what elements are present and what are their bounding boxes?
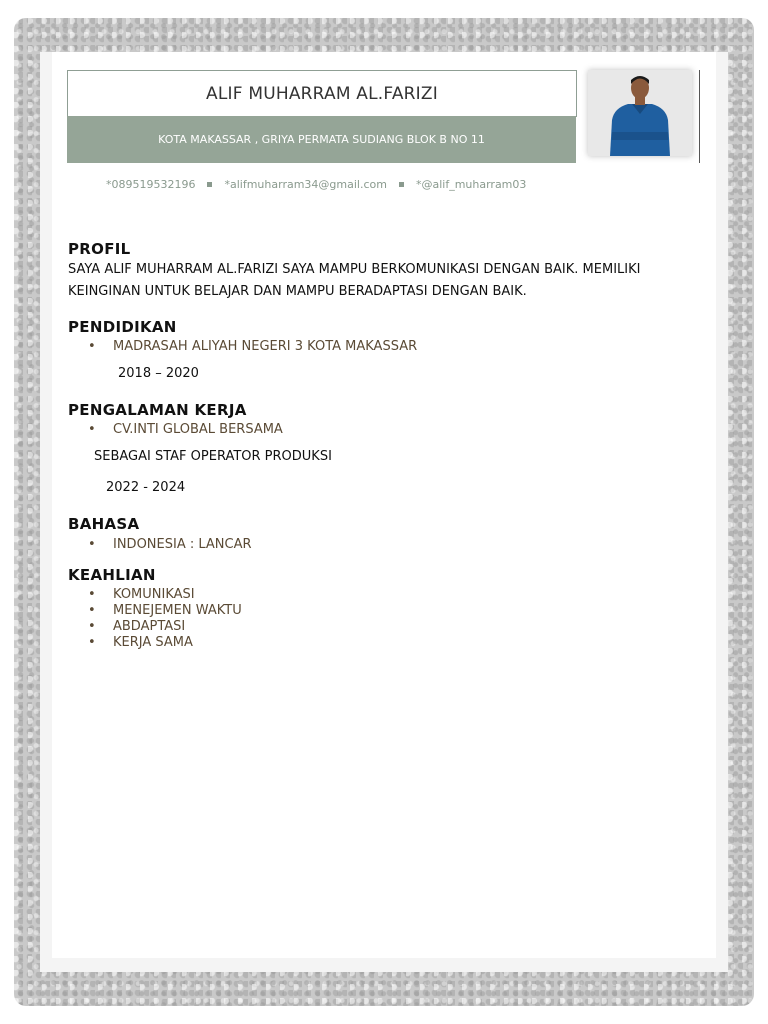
address-banner — [67, 116, 576, 163]
bullet-icon: • — [88, 339, 96, 354]
bullet-icon: • — [88, 587, 96, 602]
square-separator-icon — [399, 182, 404, 187]
work-years: 2022 - 2024 — [106, 480, 186, 495]
profile-photo — [588, 70, 692, 156]
list-item — [88, 619, 185, 635]
bullet-icon: • — [88, 537, 96, 552]
bullet-icon: • — [88, 422, 96, 437]
skill-item: ABDAPTASI — [113, 619, 186, 634]
bahasa-heading: BAHASA — [68, 515, 140, 533]
full-name: ALIF MUHARRAM AL.FARIZI — [206, 84, 438, 104]
list-item — [88, 339, 417, 354]
square-separator-icon — [207, 182, 212, 187]
pendidikan-heading: PENDIDIKAN — [68, 318, 177, 336]
bullet-icon: • — [88, 635, 96, 650]
company-name: CV.INTI GLOBAL BERSAMA — [113, 422, 283, 437]
skill-item: KOMUNIKASI — [113, 587, 195, 602]
list-item — [88, 537, 252, 552]
photo-divider — [699, 70, 700, 163]
skill-item: MENEJEMEN WAKTU — [113, 603, 242, 618]
job-role: SEBAGAI STAF OPERATOR PRODUKSI — [94, 449, 332, 464]
email-address: *alifmuharram34@gmail.com — [224, 178, 387, 191]
person-photo-icon — [588, 70, 692, 156]
pengalaman-heading: PENGALAMAN KERJA — [68, 401, 247, 419]
social-handle: *@alif_muharram03 — [415, 178, 527, 191]
list-item — [88, 422, 283, 437]
profil-heading: PROFIL — [68, 240, 131, 258]
contact-line — [106, 178, 526, 191]
list-item — [88, 603, 242, 619]
name-header — [67, 70, 577, 117]
education-years: 2018 – 2020 — [118, 366, 199, 381]
list-item — [88, 635, 193, 651]
skill-item: KERJA SAMA — [113, 635, 193, 650]
phone-number: *089519532196 — [106, 178, 196, 191]
bullet-icon: • — [88, 619, 96, 634]
address-text: KOTA MAKASSAR , GRIYA PERMATA SUDIANG BLOK B NO 11 — [158, 133, 485, 146]
bullet-icon: • — [88, 603, 96, 618]
keahlian-heading: KEAHLIAN — [68, 566, 156, 584]
language-item: INDONESIA : LANCAR — [113, 537, 252, 552]
list-item — [88, 587, 195, 603]
profil-text: SAYA ALIF MUHARRAM AL.FARIZI SAYA MAMPU BERKOMUNIKASI DENGAN BAIK. MEMILIKI KEINGINAN UNTUK BELAJAR DAN MAMPU BERADAPTASI DENGAN BAIK. — [68, 262, 641, 299]
school-name: MADRASAH ALIYAH NEGERI 3 KOTA MAKASSAR — [113, 339, 418, 354]
